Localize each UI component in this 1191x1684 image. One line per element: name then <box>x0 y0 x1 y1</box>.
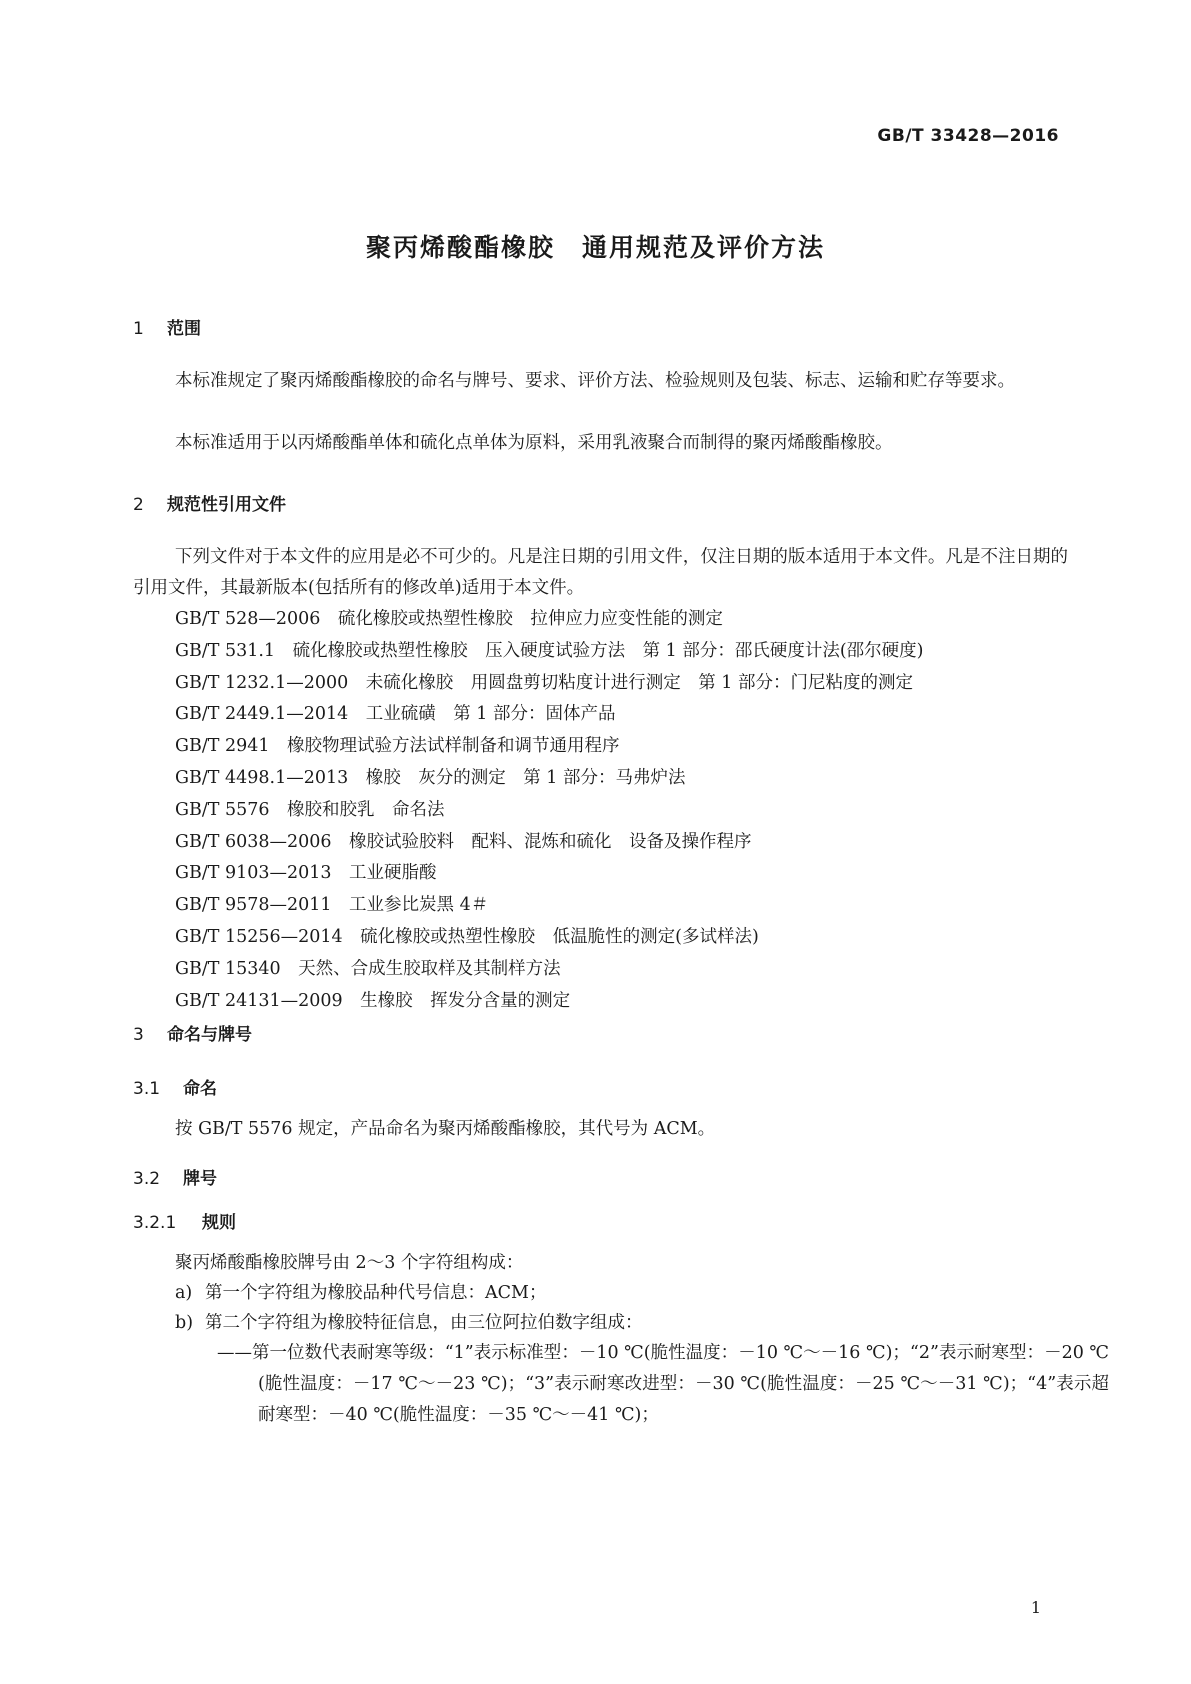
list-item-text: 第二个字符组为橡胶特征信息，由三位阿拉伯数字组成： <box>205 1313 643 1333</box>
reference-item: GB/T 2941 橡胶物理试验方法试样制备和调节通用程序 <box>175 736 620 757</box>
section-3-2-heading <box>133 1164 217 1189</box>
section-title: 牌号 <box>183 1169 217 1189</box>
reference-item: GB/T 9103—2013 工业硬脂酸 <box>175 863 437 884</box>
section-3-1-heading <box>133 1074 217 1099</box>
reference-item: GB/T 531.1 硫化橡胶或热塑性橡胶 压入硬度试验方法 第 1 部分：邵氏硬度计法(邵尔硬度) <box>175 640 924 661</box>
naming-paragraph: 按 GB/T 5576 规定，产品命名为聚丙烯酸酯橡胶，其代号为 ACM。 <box>175 1119 716 1139</box>
section-3-2-1-heading <box>133 1208 236 1233</box>
document-title: 聚丙烯酸酯橡胶 通用规范及评价方法 <box>365 233 825 262</box>
cold-resistance-dash-item: ——第一位数代表耐寒等级：“1”表示标准型：－10 ℃(脆性温度：－10 ℃～－16 ℃)；“2”表示耐寒型：－20 ℃(脆性温度：－17 ℃～－23 ℃)；“3”表示耐寒改进型：－30 ℃(脆性温度：－25 ℃～－31 ℃)；“4”表示超耐寒型：－40 ℃(脆性温度：－35 ℃～－41 ℃)； <box>217 1343 1109 1425</box>
references-intro: 下列文件对于本文件的应用是必不可少的。凡是注日期的引用文件，仅注日期的版本适用于本文件。凡是不注日期的引用文件，其最新版本(包括所有的修改单)适用于本文件。 <box>133 547 1068 598</box>
list-item-b <box>175 1308 643 1339</box>
section-title: 范围 <box>167 319 201 339</box>
page-number: 1 <box>1030 1598 1041 1617</box>
section-number: 1 <box>133 319 144 339</box>
section-2-heading <box>133 490 286 515</box>
list-marker: b) <box>175 1313 194 1333</box>
section-1-heading <box>133 314 201 339</box>
section-title: 命名与牌号 <box>167 1025 252 1045</box>
reference-item: GB/T 9578—2011 工业参比炭黑 4＃ <box>175 895 489 916</box>
section-title: 规则 <box>202 1213 236 1233</box>
list-item-text: 第一个字符组为橡胶品种代号信息：ACM； <box>205 1283 547 1303</box>
reference-item: GB/T 528—2006 硫化橡胶或热塑性橡胶 拉伸应力应变性能的测定 <box>175 609 723 629</box>
section-number: 3 <box>133 1025 144 1045</box>
section-title: 规范性引用文件 <box>167 495 286 515</box>
standard-number: GB/T 33428—2016 <box>877 126 1059 146</box>
section-3-heading <box>133 1020 252 1045</box>
section-number: 3.2.1 <box>133 1213 177 1233</box>
section-number: 3.2 <box>133 1169 161 1189</box>
reference-item: GB/T 2449.1—2014 工业硫磺 第 1 部分：固体产品 <box>175 704 616 725</box>
reference-item: GB/T 4498.1—2013 橡胶 灰分的测定 第 1 部分：马弗炉法 <box>175 767 686 788</box>
normative-reference-list <box>175 604 923 1017</box>
list-marker: a) <box>175 1283 193 1303</box>
reference-item: GB/T 1232.1—2000 未硫化橡胶 用圆盘剪切粘度计进行测定 第 1 部分：门尼粘度的测定 <box>175 672 913 693</box>
section-number: 2 <box>133 495 144 515</box>
reference-item: GB/T 15256—2014 硫化橡胶或热塑性橡胶 低温脆性的测定(多试样法) <box>175 926 759 947</box>
list-item-a <box>175 1278 546 1309</box>
reference-item: GB/T 15340 天然、合成生胶取样及其制样方法 <box>175 958 561 979</box>
reference-item: GB/T 6038—2006 橡胶试验胶料 配料、混炼和硫化 设备及操作程序 <box>175 831 752 852</box>
grade-rule-intro: 聚丙烯酸酯橡胶牌号由 2～3 个字符组构成： <box>175 1253 524 1273</box>
section-title: 命名 <box>183 1079 217 1099</box>
section-number: 3.1 <box>133 1079 161 1099</box>
scope-paragraph-1: 本标准规定了聚丙烯酸酯橡胶的命名与牌号、要求、评价方法、检验规则及包装、标志、运输和贮存等要求。 <box>175 371 1015 391</box>
reference-item: GB/T 5576 橡胶和胶乳 命名法 <box>175 799 445 820</box>
scope-paragraph-2: 本标准适用于以丙烯酸酯单体和硫化点单体为原料，采用乳液聚合而制得的聚丙烯酸酯橡胶。 <box>175 433 893 453</box>
reference-item: GB/T 24131—2009 生橡胶 挥发分含量的测定 <box>175 990 571 1011</box>
